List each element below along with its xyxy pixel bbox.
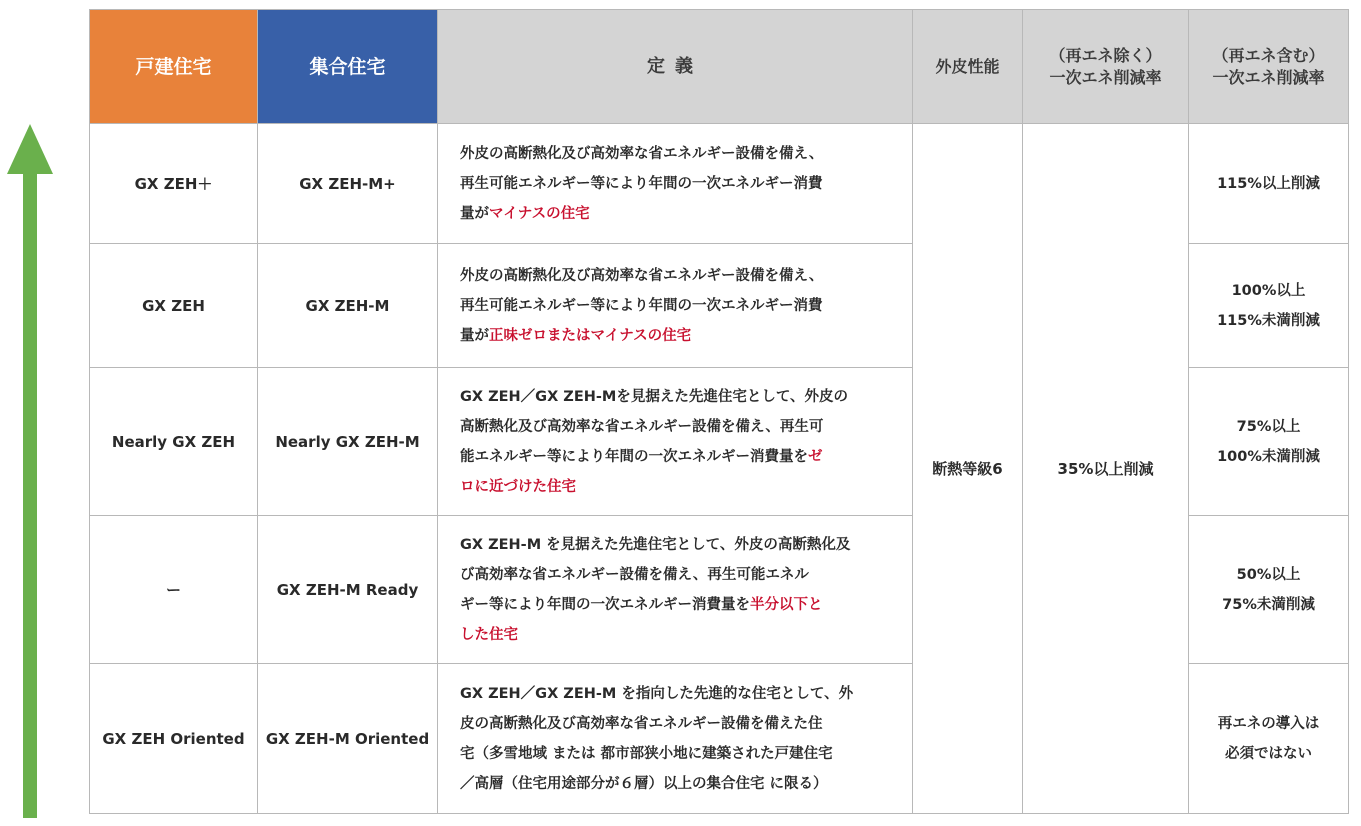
excl-header-line2: 一次エネ削減率 <box>1049 67 1162 87</box>
definition-line: 外皮の高断熱化及び高効率な省エネルギー設備を備え、 <box>460 145 824 162</box>
definition-cell <box>438 124 913 244</box>
definition-header: 定義 <box>438 10 913 124</box>
rate-line: 75%未満削減 <box>1222 596 1315 613</box>
house-cell: GX ZEH Oriented <box>90 664 258 814</box>
definition-text: 量が <box>460 327 489 344</box>
incl-header-line1: （再エネ含む） <box>1212 45 1325 65</box>
excl-renewable-header <box>1023 10 1189 124</box>
apartment-cell: Nearly GX ZEH-M <box>258 368 438 516</box>
definition-emphasis: ロに近づけた住宅 <box>460 478 576 495</box>
envelope-cell: 断熱等級6 <box>913 124 1023 814</box>
apartment-cell: GX ZEH-M <box>258 244 438 368</box>
house-header: 戸建住宅 <box>90 10 258 124</box>
definition-line: び高効率な省エネルギー設備を備え、再生可能エネル <box>460 566 809 583</box>
house-cell: GX ZEH <box>90 244 258 368</box>
incl-header-line2: 一次エネ削減率 <box>1212 67 1325 87</box>
rate-line: 100%以上 <box>1231 282 1306 299</box>
gx-zeh-table <box>89 9 1349 814</box>
definition-line: 再生可能エネルギー等により年間の一次エネルギー消費 <box>460 297 823 314</box>
definition-cell <box>438 664 913 814</box>
definition-text: 能エネルギー等により年間の一次エネルギー消費量を <box>460 448 808 465</box>
incl-renewable-cell <box>1189 516 1349 664</box>
rate-line: 100%未満削減 <box>1217 448 1320 465</box>
excl-renewable-cell: 35%以上削減 <box>1023 124 1189 814</box>
definition-line: 宅（多雪地域 または 都市部狭小地に建築された戸建住宅 <box>460 745 833 762</box>
definition-emphasis: ゼ <box>808 448 823 465</box>
house-cell: Nearly GX ZEH <box>90 368 258 516</box>
envelope-header: 外皮性能 <box>913 10 1023 124</box>
definition-line: 再生可能エネルギー等により年間の一次エネルギー消費 <box>460 175 823 192</box>
definition-line: GX ZEH／GX ZEH-M を指向した先進的な住宅として、外 <box>460 685 854 702</box>
definition-cell <box>438 516 913 664</box>
definition-emphasis: マイナスの住宅 <box>489 205 590 222</box>
table-row <box>90 124 1349 244</box>
up-arrow-shaft <box>23 168 37 818</box>
definition-line <box>460 442 894 472</box>
house-cell: GX ZEH＋ <box>90 124 258 244</box>
rate-line: 115%以上削減 <box>1217 175 1320 192</box>
apartment-header: 集合住宅 <box>258 10 438 124</box>
header-row <box>90 10 1349 124</box>
apartment-cell: GX ZEH-M Ready <box>258 516 438 664</box>
definition-line <box>460 590 894 620</box>
definition-emphasis: 半分以下と <box>750 596 823 613</box>
definition-line: 高断熱化及び高効率な省エネルギー設備を備え、再生可 <box>460 418 824 435</box>
incl-renewable-cell <box>1189 368 1349 516</box>
incl-renewable-header <box>1189 10 1349 124</box>
definition-line <box>460 199 894 229</box>
up-arrow-icon <box>7 124 53 174</box>
definition-line: GX ZEH／GX ZEH-Mを見据えた先進住宅として、外皮の <box>460 388 849 405</box>
definition-line: GX ZEH-M を見据えた先進住宅として、外皮の高断熱化及 <box>460 536 851 553</box>
definition-cell <box>438 244 913 368</box>
definition-line: 外皮の高断熱化及び高効率な省エネルギー設備を備え、 <box>460 267 824 284</box>
definition-emphasis: した住宅 <box>460 626 518 643</box>
rate-line: 75%以上 <box>1236 418 1301 435</box>
rate-line: 50%以上 <box>1236 566 1301 583</box>
apartment-cell: GX ZEH-M+ <box>258 124 438 244</box>
rate-line: 115%未満削減 <box>1217 312 1320 329</box>
incl-renewable-cell <box>1189 664 1349 814</box>
definition-line: ／高層（住宅用途部分が６層）以上の集合住宅 に限る） <box>460 775 828 792</box>
definition-cell <box>438 368 913 516</box>
rate-line: 再エネの導入は <box>1217 715 1320 732</box>
incl-renewable-cell <box>1189 244 1349 368</box>
rate-line: 必須ではない <box>1225 745 1312 762</box>
house-cell: ー <box>90 516 258 664</box>
definition-text: ギー等により年間の一次エネルギー消費量を <box>460 596 750 613</box>
definition-text: 量が <box>460 205 489 222</box>
incl-renewable-cell <box>1189 124 1349 244</box>
definition-line <box>460 321 894 351</box>
definition-line: 皮の高断熱化及び高効率な省エネルギー設備を備えた住 <box>460 715 823 732</box>
definition-emphasis: 正味ゼロまたはマイナスの住宅 <box>489 327 692 344</box>
apartment-cell: GX ZEH-M Oriented <box>258 664 438 814</box>
excl-header-line1: （再エネ除く） <box>1049 45 1162 65</box>
